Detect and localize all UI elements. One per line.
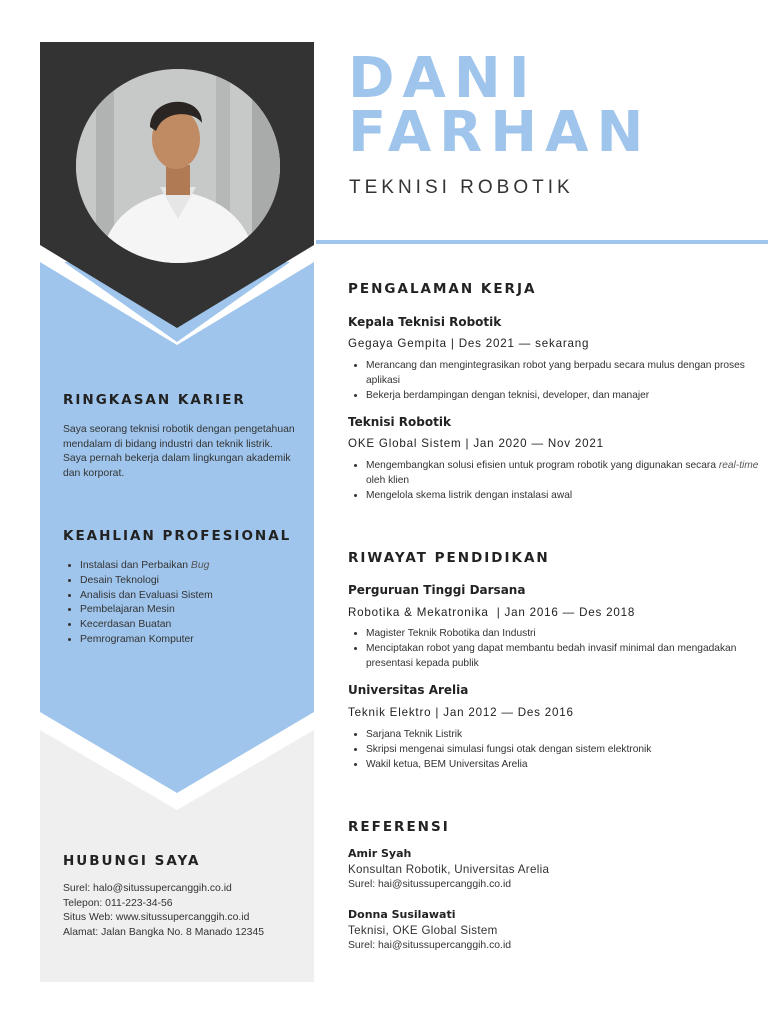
profile-photo [76, 69, 280, 263]
job-title: Teknisi Robotik [348, 415, 451, 429]
summary-title: RINGKASAN KARIER [63, 392, 246, 408]
school-program-dates: Robotika & Mekatronika | Jan 2016 — Des 2018 [348, 606, 636, 619]
name-line-last: FARHAN [348, 100, 652, 165]
skills-title: KEAHLIAN PROFESIONAL [63, 528, 292, 544]
education-bullet: • Magister Teknik Robotika dan Industri [366, 627, 766, 642]
job-company-dates: OKE Global Sistem | Jan 2020 — Nov 2021 [348, 437, 604, 450]
education-bullet: • Skripsi mengenai simulasi fungsi otak dengan sistem elektronik [366, 743, 766, 758]
education-bullets [348, 627, 766, 671]
contact-website[interactable]: Situs Web: www.situssupercanggih.co.id [63, 912, 250, 924]
education-bullet: • Sarjana Teknik Listrik [366, 728, 766, 743]
reference-position: Teknisi, OKE Global Sistem [348, 924, 498, 937]
skill-item: • Kecerdasan Buatan [80, 618, 316, 633]
bullet-text: Mengembangkan solusi efisien untuk program robotik yang digunakan secara [366, 460, 719, 471]
person-photo-icon [76, 69, 280, 263]
contact-phone[interactable]: Telepon: 011-223-34-56 [63, 897, 173, 909]
reference-email[interactable]: Surel: hai@situssupercanggih.co.id [348, 879, 512, 890]
skill-item: • Desain Teknologi [80, 574, 316, 589]
experience-title: PENGALAMAN KERJA [348, 281, 537, 297]
skills-list [63, 559, 316, 648]
skill-item: • Analisis dan Evaluasi Sistem [80, 589, 316, 604]
education-title: RIWAYAT PENDIDIKAN [348, 550, 550, 566]
reference-name: Donna Susilawati [348, 908, 456, 921]
education-bullet: • Wakil ketua, BEM Universitas Arelia [366, 758, 766, 773]
education-bullet: • Menciptakan robot yang dapat membantu bedah invasif minimal dan mengadakan presentasi kepada publik [366, 642, 766, 672]
name-heading [348, 46, 652, 165]
summary-text: Saya seorang teknisi robotik dengan pengetahuan mendalam di bidang industri dan teknik listrik. Saya pernah bekerja dalam lingkungan akademik dan korporat. [63, 424, 295, 479]
school-program-dates: Teknik Elektro | Jan 2012 — Des 2016 [348, 706, 574, 719]
job-bullet: • Bekerja berdampingan dengan teknisi, developer, dan manajer [366, 389, 766, 404]
skill-emphasis: Bug [190, 560, 210, 571]
job-bullets [348, 359, 766, 403]
education-bullets [348, 728, 766, 772]
role-title: TEKNISI ROBOTIK [349, 177, 574, 198]
contact-address: Alamat: Jalan Bangka No. 8 Manado 12345 [63, 926, 265, 938]
contact-title: HUBUNGI SAYA [63, 853, 201, 869]
school-name: Perguruan Tinggi Darsana [348, 583, 526, 597]
bullet-emphasis: real-time [718, 460, 759, 471]
school-name: Universitas Arelia [348, 683, 469, 697]
name-line-first: DANI [348, 46, 538, 111]
job-title: Kepala Teknisi Robotik [348, 315, 502, 329]
references-title: REFERENSI [348, 819, 450, 835]
reference-name: Amir Syah [348, 847, 412, 860]
bullet-text-after: oleh klien [366, 474, 410, 486]
reference-email[interactable]: Surel: hai@situssupercanggih.co.id [348, 940, 512, 951]
skill-item [80, 559, 316, 574]
job-company-dates: Gegaya Gempita | Des 2021 — sekarang [348, 337, 590, 350]
reference-position: Konsultan Robotik, Universitas Arelia [348, 863, 550, 876]
job-bullet: • Merancang dan mengintegrasikan robot yang berpadu secara mulus dengan proses aplikasi [366, 359, 766, 389]
contact-block [63, 882, 309, 940]
contact-email[interactable]: Surel: halo@situssupercanggih.co.id [63, 883, 232, 894]
job-bullets [348, 459, 766, 503]
skill-item: • Pemrograman Komputer [80, 633, 316, 648]
job-bullet [366, 459, 766, 489]
skill-text: Instalasi dan Perbaikan [80, 560, 191, 571]
header-divider [316, 240, 768, 244]
job-bullet: • Mengelola skema listrik dengan instalasi awal [366, 489, 766, 504]
skill-item: • Pembelajaran Mesin [80, 603, 316, 618]
